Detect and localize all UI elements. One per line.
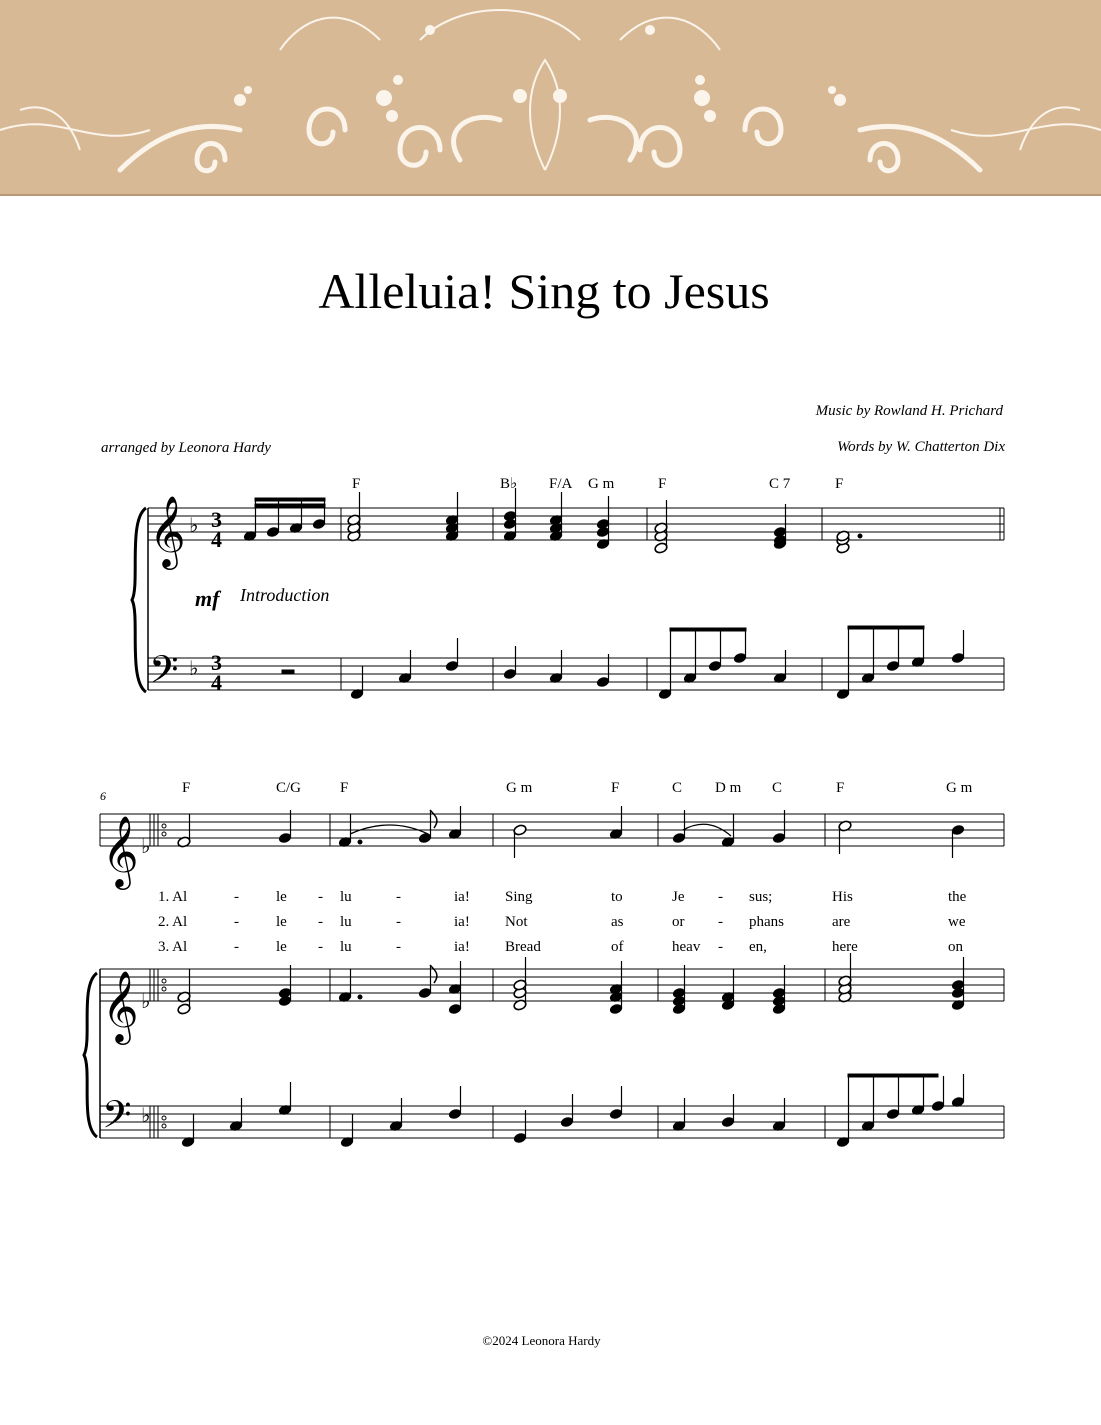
chord-symbol: C bbox=[772, 780, 783, 796]
repeat-dot bbox=[162, 1116, 166, 1120]
lyric-syllable: Je bbox=[672, 889, 685, 905]
lyric-syllable: - bbox=[318, 939, 323, 955]
lyric-syllable: here bbox=[832, 939, 858, 955]
lyric-syllable: Not bbox=[505, 914, 528, 930]
key-signature-flat: ♭ bbox=[141, 1105, 151, 1127]
chord-symbol: F bbox=[658, 476, 667, 492]
repeat-dot bbox=[162, 987, 166, 991]
chord-symbol: D m bbox=[715, 780, 742, 796]
chord-symbol: C 7 bbox=[769, 476, 791, 492]
lyric-syllable: 2. Al bbox=[158, 914, 188, 930]
lyric-syllable: or bbox=[672, 914, 685, 930]
lyric-syllable: as bbox=[611, 914, 624, 930]
dot bbox=[858, 534, 862, 538]
lyric-syllable: le bbox=[276, 914, 287, 930]
page-title: Alleluia! Sing to Jesus bbox=[318, 263, 770, 319]
key-signature-flat: ♭ bbox=[189, 658, 199, 680]
chord-symbol: F bbox=[340, 780, 349, 796]
lyric-syllable: lu bbox=[340, 939, 352, 955]
lyrics bbox=[158, 889, 967, 955]
chord-symbol: F bbox=[836, 780, 845, 796]
lyric-syllable: le bbox=[276, 889, 287, 905]
lyricist-credit: Words by W. Chatterton Dix bbox=[837, 439, 1005, 455]
lyric-syllable: - bbox=[718, 914, 723, 930]
chord-symbol: G m bbox=[588, 476, 615, 492]
chord-symbol: F/A bbox=[549, 476, 573, 492]
bass-clef-icon: 𝄢 bbox=[149, 649, 179, 700]
lyric-syllable: - bbox=[718, 939, 723, 955]
dot bbox=[358, 840, 362, 844]
lyric-syllable: - bbox=[234, 889, 239, 905]
chord-symbol: G m bbox=[946, 780, 973, 796]
beam bbox=[670, 628, 746, 631]
treble-clef-icon: 𝄞 bbox=[102, 818, 139, 886]
lyric-syllable: en, bbox=[749, 939, 767, 955]
lyric-syllable: the bbox=[948, 889, 967, 905]
lyric-syllable: - bbox=[718, 889, 723, 905]
grand-staff-brace bbox=[132, 508, 146, 692]
treble-clef-icon: 𝄞 bbox=[149, 498, 186, 566]
key-signature-flat: ♭ bbox=[141, 991, 151, 1013]
dot bbox=[358, 995, 362, 999]
lyric-syllable: - bbox=[318, 914, 323, 930]
lyric-syllable: are bbox=[832, 914, 851, 930]
time-sig-lower: 4 bbox=[211, 527, 222, 552]
key-signature-flat: ♭ bbox=[141, 836, 151, 858]
lyric-syllable: - bbox=[396, 889, 401, 905]
measure-number: 6 bbox=[100, 789, 106, 803]
bar-lines bbox=[100, 508, 1004, 1138]
lyric-syllable: of bbox=[611, 939, 624, 955]
lyric-syllable: Sing bbox=[505, 889, 533, 905]
repeat-dot bbox=[162, 832, 166, 836]
lyric-syllable: 3. Al bbox=[158, 939, 188, 955]
chord-symbol: C/G bbox=[276, 780, 302, 796]
staff-lines bbox=[100, 508, 1004, 1138]
time-sig-lower: 4 bbox=[211, 670, 222, 695]
lyric-syllable: heav bbox=[672, 939, 701, 955]
lyric-syllable: on bbox=[948, 939, 963, 955]
repeat-dot bbox=[162, 824, 166, 828]
lyric-syllable: - bbox=[318, 889, 323, 905]
beam bbox=[255, 504, 325, 507]
key-signature-flat: ♭ bbox=[189, 515, 199, 537]
chord-symbol: F bbox=[182, 780, 191, 796]
time-sig-upper: 3 bbox=[211, 507, 222, 532]
lyric-syllable: ia! bbox=[454, 914, 470, 930]
chord-symbol: C bbox=[672, 780, 683, 796]
chord-symbol: F bbox=[835, 476, 844, 492]
lyric-syllable: ia! bbox=[454, 939, 470, 955]
chord-symbol: G m bbox=[506, 780, 533, 796]
lyric-syllable: His bbox=[832, 889, 853, 905]
chord-symbol: F bbox=[611, 780, 620, 796]
bass-clef-icon: 𝄢 bbox=[102, 1094, 132, 1145]
beam bbox=[848, 626, 924, 629]
beam bbox=[255, 498, 325, 501]
lyric-syllable: le bbox=[276, 939, 287, 955]
arranger-credit: arranged by Leonora Hardy bbox=[101, 440, 271, 456]
chord-symbol: F bbox=[352, 476, 361, 492]
lyric-syllable: ia! bbox=[454, 889, 470, 905]
lyric-syllable: we bbox=[948, 914, 966, 930]
lyric-syllable: lu bbox=[340, 889, 352, 905]
lyric-syllable: to bbox=[611, 889, 623, 905]
repeat-dot bbox=[162, 979, 166, 983]
copyright-notice: ©2024 Leonora Hardy bbox=[482, 1333, 601, 1348]
rest bbox=[282, 670, 294, 674]
grand-staff-brace bbox=[84, 973, 97, 1137]
chord-symbol: B♭ bbox=[500, 476, 518, 492]
lyric-syllable: phans bbox=[749, 914, 784, 930]
dynamic-marking: mf bbox=[195, 586, 220, 611]
time-sig-upper: 3 bbox=[211, 650, 222, 675]
lyric-syllable: 1. Al bbox=[158, 889, 188, 905]
lyric-syllable: - bbox=[234, 939, 239, 955]
beam bbox=[848, 1074, 938, 1077]
lyric-syllable: - bbox=[396, 914, 401, 930]
lyric-syllable: - bbox=[396, 939, 401, 955]
lyric-syllable: Bread bbox=[505, 939, 541, 955]
section-marking: Introduction bbox=[240, 585, 330, 605]
lyric-syllable: sus; bbox=[749, 889, 773, 905]
composer-credit: Music by Rowland H. Prichard bbox=[815, 403, 1003, 419]
repeat-dot bbox=[162, 1124, 166, 1128]
lyric-syllable: - bbox=[234, 914, 239, 930]
lyric-syllable: lu bbox=[340, 914, 352, 930]
treble-clef-icon: 𝄞 bbox=[102, 973, 139, 1041]
